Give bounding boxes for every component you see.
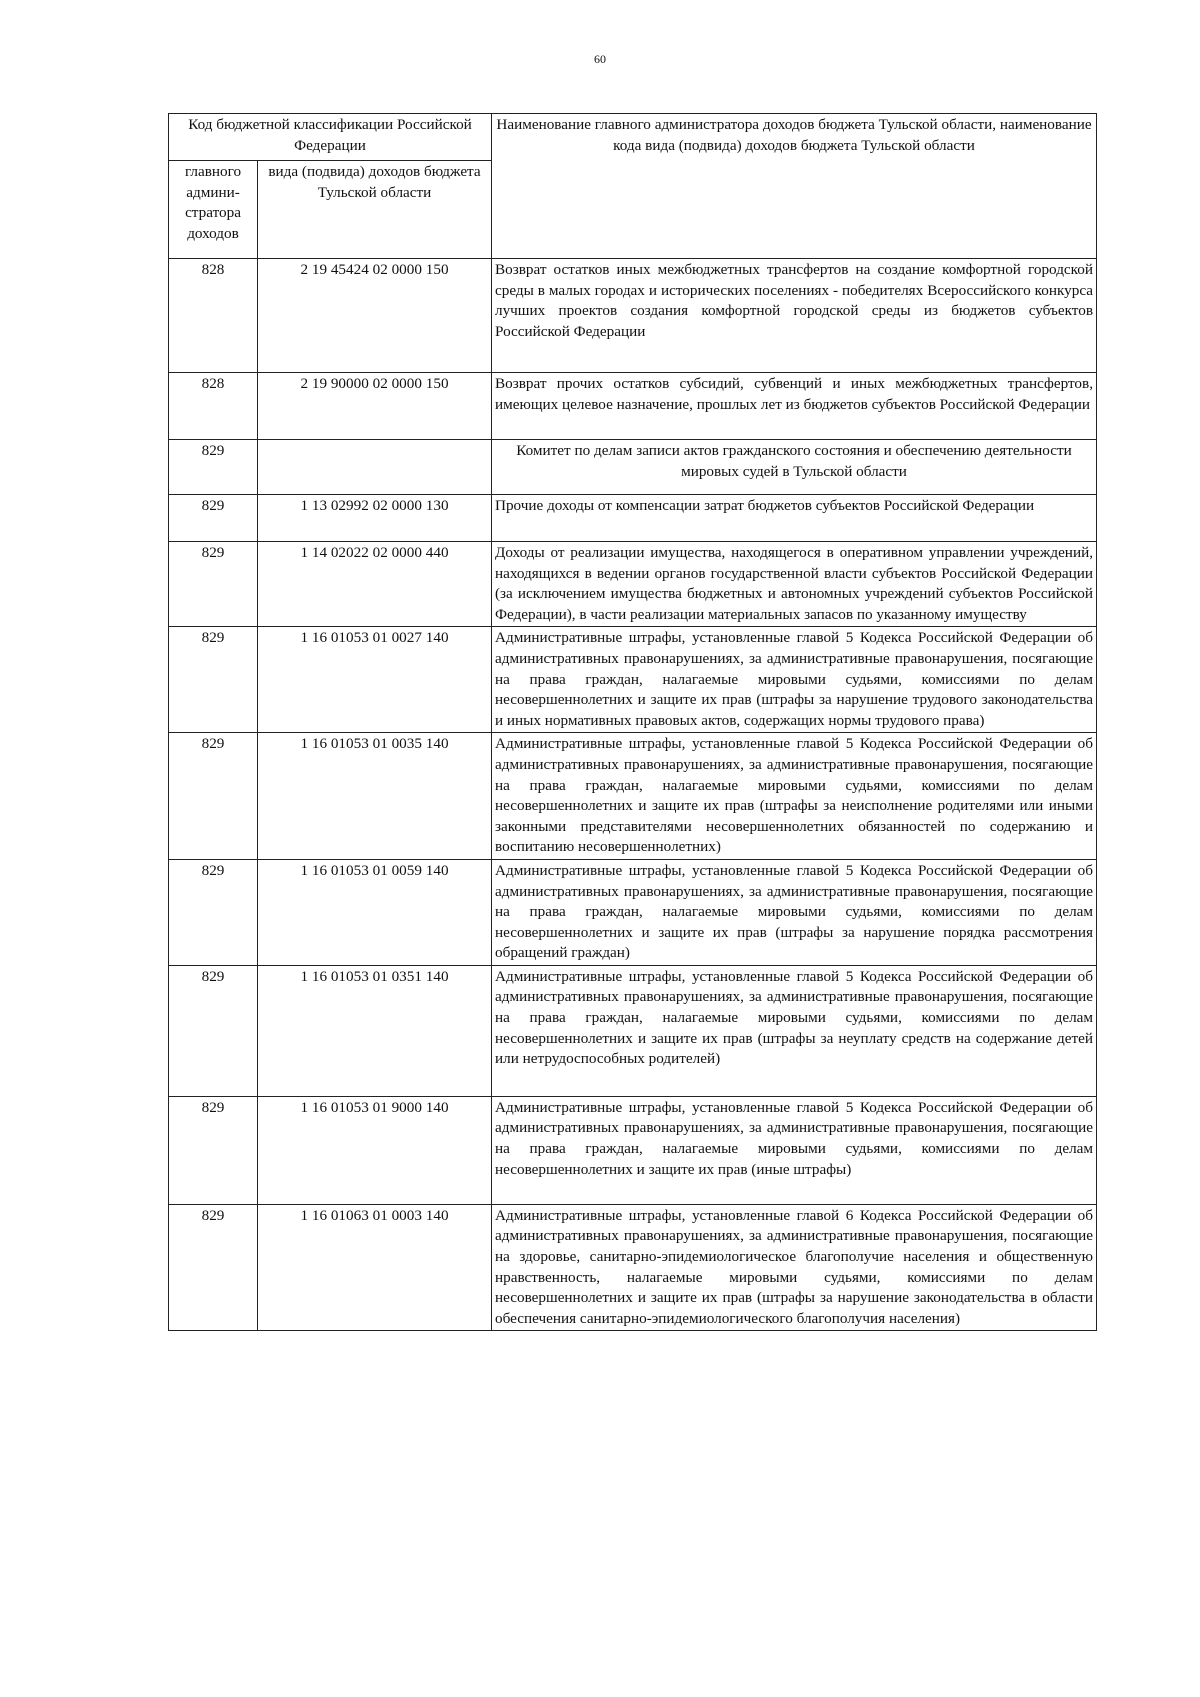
row-income-code: 2 19 45424 02 0000 150 [258,259,492,373]
table-row [169,627,1097,733]
row-admin-code: 829 [169,965,258,1096]
row-description: Возврат остатков иных межбюджетных трансфертов на создание комфортной городской среды в малых городах и исторических поселениях - победителях Всероссийского конкурса лучших проектов создания комфортной городской среды из бюджетов субъектов Российской Федерации [492,259,1097,373]
table-row [169,1096,1097,1204]
header-name-column: Наименование главного администратора доходов бюджета Тульской области, наименование кода вида (подвида) доходов бюджета Тульской области [492,114,1097,259]
row-description: Административные штрафы, установленные главой 5 Кодекса Российской Федерации об административных правонарушениях, за административные правонарушения, посягающие на права граждан, налагаемые мировыми судьями, комиссиями по делам несовершеннолетних и защите их прав (штрафы за неисполнение родителями или иными законными представителями несовершеннолетних обязанностей по содержанию и воспитанию несовершеннолетних) [492,733,1097,860]
row-description: Прочие доходы от компенсации затрат бюджетов субъектов Российской Федерации [492,495,1097,542]
row-income-code: 1 13 02992 02 0000 130 [258,495,492,542]
table-row [169,859,1097,965]
row-admin-code: 829 [169,1204,258,1331]
row-description: Административные штрафы, установленные главой 5 Кодекса Российской Федерации об административных правонарушениях, за административные правонарушения, посягающие на права граждан, налагаемые мировыми судьями, комиссиями по делам несовершеннолетних и защите их прав (штрафы за нарушение порядка рассмотрения обращений граждан) [492,859,1097,965]
row-admin-code: 829 [169,1096,258,1204]
row-income-code: 1 16 01053 01 0351 140 [258,965,492,1096]
row-income-code [258,440,492,495]
row-admin-code: 828 [169,259,258,373]
table-row [169,733,1097,860]
row-admin-code: 829 [169,495,258,542]
page-number: 60 [594,52,606,66]
row-income-code: 1 16 01053 01 0027 140 [258,627,492,733]
row-income-code: 1 16 01053 01 0035 140 [258,733,492,860]
table-row [169,495,1097,542]
row-income-code: 1 16 01053 01 0059 140 [258,859,492,965]
row-description: Административные штрафы, установленные главой 6 Кодекса Российской Федерации об административных правонарушениях, за административные правонарушения, посягающие на здоровье, санитарно-эпидемиологическое благополучие населения и общественную нравственность, налагаемые мировыми судьями, комиссиями по делам несовершеннолетних и защите их прав (штрафы за нарушение законодательства в области обеспечения санитарно-эпидемиологического благополучия населения) [492,1204,1097,1331]
row-income-code: 1 16 01063 01 0003 140 [258,1204,492,1331]
header-code-group: Код бюджетной классификации Российской Федерации [169,114,492,161]
table-header-row [169,114,1097,161]
table-row [169,373,1097,440]
row-admin-code: 829 [169,859,258,965]
row-admin-code: 828 [169,373,258,440]
row-income-code: 1 14 02022 02 0000 440 [258,542,492,627]
header-admin-column: главного админи-стратора доходов [169,161,258,259]
table-row [169,1204,1097,1331]
row-description: Доходы от реализации имущества, находящегося в оперативном управлении учреждений, находящихся в ведении органов государственной власти субъектов Российской Федерации (за исключением имущества бюджетных и автономных учреждений субъектов Российской Федерации), в части реализации материальных запасов по указанному имуществу [492,542,1097,627]
table-row [169,965,1097,1096]
table-row [169,440,1097,495]
row-description: Административные штрафы, установленные главой 5 Кодекса Российской Федерации об административных правонарушениях, за административные правонарушения, посягающие на права граждан, налагаемые мировыми судьями, комиссиями по делам несовершеннолетних и защите их прав (штрафы за нарушение трудового законодательства и иных нормативных правовых актов, содержащих нормы трудового права) [492,627,1097,733]
row-income-code: 1 16 01053 01 9000 140 [258,1096,492,1204]
row-description: Административные штрафы, установленные главой 5 Кодекса Российской Федерации об административных правонарушениях, за административные правонарушения, посягающие на права граждан, налагаемые мировыми судьями, комиссиями по делам несовершеннолетних и защите их прав (иные штрафы) [492,1096,1097,1204]
row-description: Административные штрафы, установленные главой 5 Кодекса Российской Федерации об административных правонарушениях, за административные правонарушения, посягающие на права граждан, налагаемые мировыми судьями, комиссиями по делам несовершеннолетних и защите их прав (штрафы за неуплату средств на содержание детей или нетрудоспособных родителей) [492,965,1097,1096]
row-administrator-name: Комитет по делам записи актов гражданского состояния и обеспечению деятельности мировых судей в Тульской области [492,440,1097,495]
table-row [169,542,1097,627]
budget-classification-table [168,113,1097,1331]
header-type-column: вида (подвида) доходов бюджета Тульской области [258,161,492,259]
row-description: Возврат прочих остатков субсидий, субвенций и иных межбюджетных трансфертов, имеющих целевое назначение, прошлых лет из бюджетов субъектов Российской Федерации [492,373,1097,440]
row-admin-code: 829 [169,733,258,860]
table-row [169,259,1097,373]
row-income-code: 2 19 90000 02 0000 150 [258,373,492,440]
row-admin-code: 829 [169,627,258,733]
row-admin-code: 829 [169,440,258,495]
row-admin-code: 829 [169,542,258,627]
